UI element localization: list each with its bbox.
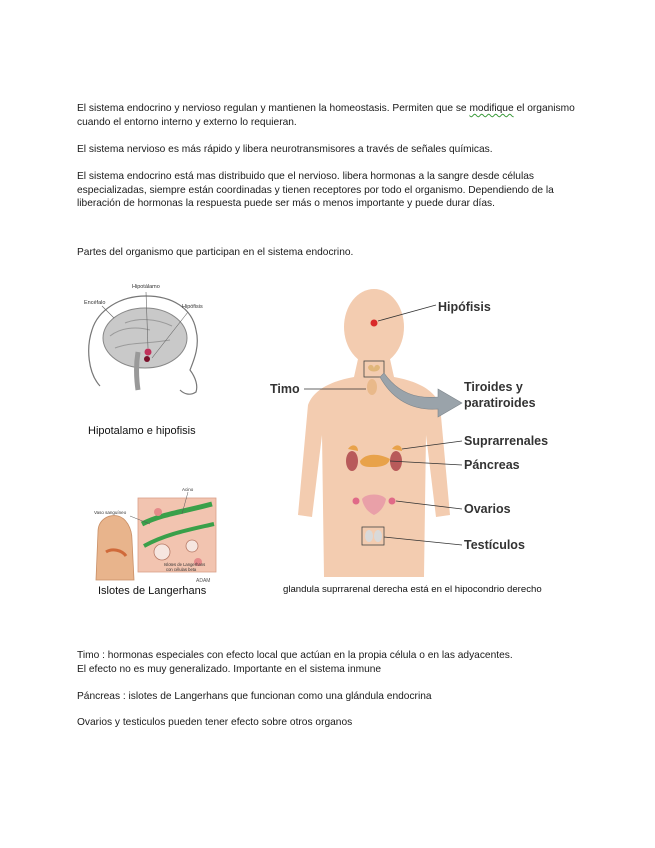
label-timo: Timo bbox=[270, 382, 300, 396]
islet-cluster-2 bbox=[186, 540, 198, 552]
label-testiculos: Testículos bbox=[464, 538, 525, 552]
brain-stem bbox=[137, 352, 139, 390]
label-islotes: Islotes de Langerhans bbox=[164, 562, 206, 567]
hipofisis-dot bbox=[371, 320, 378, 327]
note-pancreas: Páncreas : islotes de Langerhans que funcionan como una glándula endocrina bbox=[77, 691, 432, 702]
tissue-panel bbox=[138, 498, 216, 572]
paragraph-nervous: El sistema nervioso es más rápido y libera neurotransmisores a través de señales químicas. bbox=[77, 144, 493, 155]
islet-cluster bbox=[154, 544, 170, 560]
brain-illustration bbox=[80, 278, 220, 413]
label-suprarrenales: Suprarrenales bbox=[464, 434, 549, 448]
label-tiroides: Tiroides y bbox=[464, 380, 523, 394]
torso-figure bbox=[96, 516, 134, 580]
note-timo-line2: El efecto no es muy generalizado. Importante en el sistema inmune bbox=[77, 663, 382, 675]
thymus-gland bbox=[367, 379, 377, 395]
left-ovary bbox=[353, 498, 360, 505]
paragraph-homeostasis bbox=[77, 102, 577, 129]
label-encefalo: Encéfalo bbox=[84, 300, 106, 306]
adam-logo: ADAM bbox=[196, 578, 211, 584]
label-acino: Acino bbox=[182, 487, 194, 492]
note-ovarios: Ovarios y testiculos pueden tener efecto sobre otros organos bbox=[77, 717, 353, 728]
paragraph-text: el organismo cuando el entorno interno y externo lo requieran. bbox=[77, 103, 575, 128]
paragraph-endocrine: El sistema endocrino está mas distribuido que el nervioso. libera hormonas a la sangre desde células especializadas, siempre están coordinadas y tienen receptores por todo el organismo. Dependiendo de la liberación de hormonas la respuesta puede ser más o menos importante y puede durar días. bbox=[77, 171, 554, 209]
label-pancreas: Páncreas bbox=[464, 458, 520, 472]
label-islotes-2: con células beta bbox=[166, 567, 197, 572]
pancreas-caption: Islotes de Langerhans bbox=[98, 585, 207, 597]
pancreas-illustration bbox=[92, 484, 220, 586]
hipofisis-mark bbox=[144, 356, 150, 362]
body-illustration bbox=[266, 285, 566, 580]
spellcheck-word[interactable]: modifique bbox=[469, 103, 514, 114]
paragraph-parts: Partes del organismo que participan en el sistema endocrino. bbox=[77, 247, 354, 258]
left-testis bbox=[365, 530, 373, 542]
label-paratiroides: paratiroides bbox=[464, 396, 536, 410]
label-hipofisis: Hipófisis bbox=[182, 304, 203, 310]
head-silhouette bbox=[344, 289, 404, 365]
note-timo bbox=[77, 649, 617, 676]
label-ovarios: Ovarios bbox=[464, 502, 511, 516]
label-hipofisis-body: Hipófisis bbox=[438, 300, 491, 314]
paragraph-text: El sistema endocrino y nervioso regulan y mantienen la homeostasis. Permiten que se bbox=[77, 103, 470, 114]
right-ovary bbox=[389, 498, 396, 505]
right-testis bbox=[374, 530, 382, 542]
brain-caption: Hipotalamo e hipofisis bbox=[88, 425, 196, 437]
label-hipotalamo: Hipotálamo bbox=[132, 284, 160, 290]
left-kidney bbox=[346, 451, 358, 471]
body-caption: glandula suprrarenal derecha está en el hipocondrio derecho bbox=[283, 584, 542, 595]
note-timo-line1: Timo : hormonas especiales con efecto local que actúan en la propia célula o en las adyacentes. bbox=[77, 650, 513, 661]
label-vaso: Vaso sanguíneo bbox=[94, 510, 127, 515]
hipotalamo-mark bbox=[145, 349, 152, 356]
